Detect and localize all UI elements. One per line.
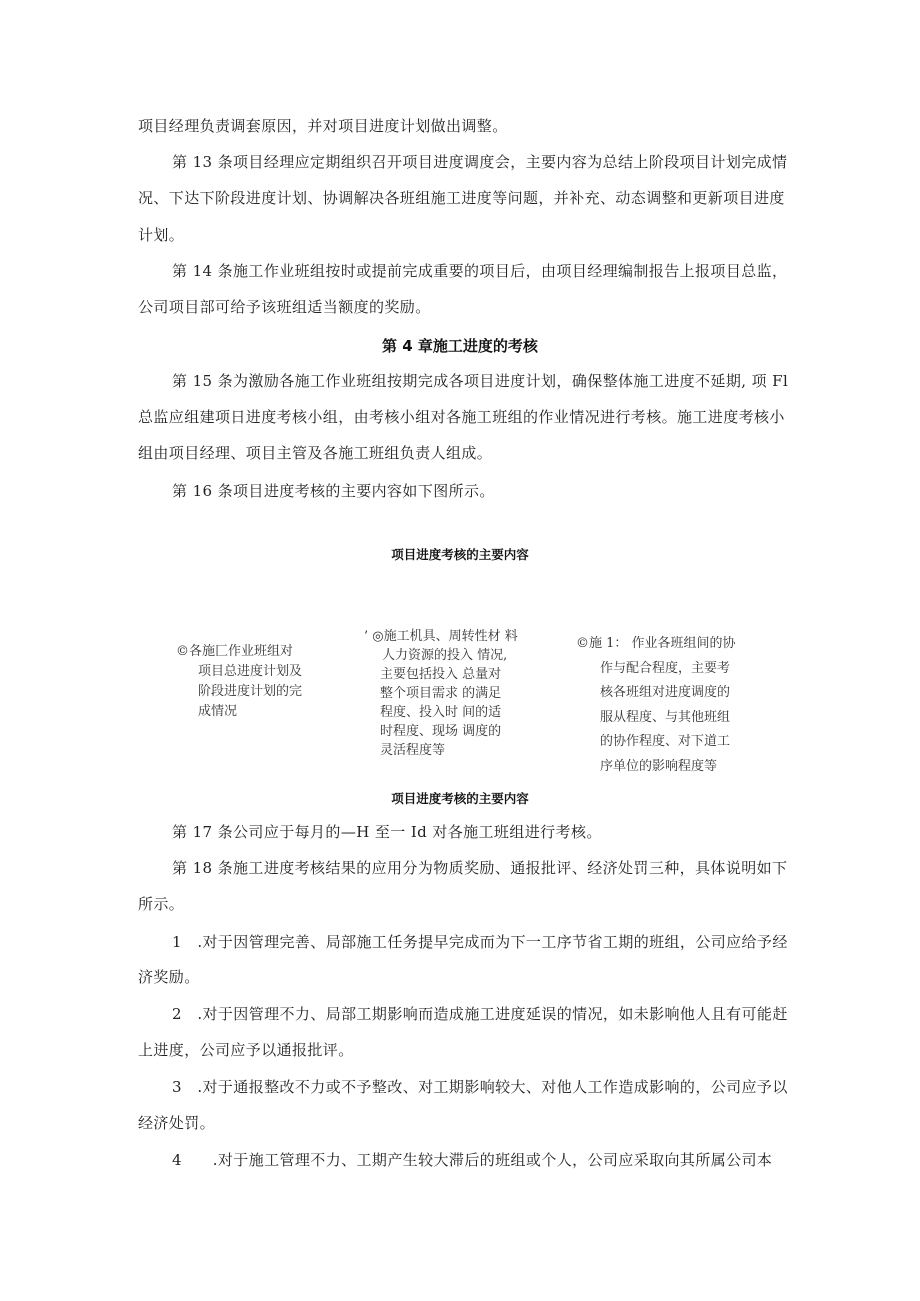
figure-box-line: 人力资源的投入 情况,	[382, 648, 508, 663]
figure-box-line: ’ ◎施工机具、周转性材 料	[364, 629, 518, 644]
paragraph-line: 第 18 条施工进度考核结果的应用分为物质奖励、通报批评、经济处罚三种，具体说明如下	[172, 859, 788, 877]
figure-box-1	[176, 642, 302, 722]
figure-box-line: ©施 1： 作业各班组间的协	[576, 636, 736, 651]
chapter-heading: 第 4 章施工进度的考核	[382, 337, 538, 355]
figure-box-2	[364, 627, 518, 760]
figure-box-line: ©各施匚作业班组对	[176, 644, 294, 659]
paragraph-line: 总监应组建项日进度考核小组，由考核小组对各施工班组的作业情况进行考核。施工进度考核小	[138, 408, 785, 426]
figure-box-line: 程度、投入时 间的适	[380, 705, 502, 720]
figure-caption: 项目进度考核的主要内容	[391, 791, 529, 806]
figure-title: 项目进度考核的主要内容	[391, 547, 529, 562]
figure-box-3	[576, 632, 736, 779]
figure-box-line: 作与配合程度，主要考	[600, 660, 731, 676]
figure-box-line: 整个项目需求 的满足	[380, 686, 502, 701]
paragraph-line: 2 .对于因管理不力、局部工期影响而造成施工进度延误的情况，如未影响他人且有可能赶	[172, 1005, 788, 1023]
figure-box-line: 主要包括投入 总量对	[380, 667, 502, 682]
figure-box-line: 时程度、现场 调度的	[380, 724, 502, 739]
paragraph-line: 第 14 条施工作业班组按时或提前完成重要的项目后，由项目经理编制报告上报项目总监，	[172, 262, 788, 280]
paragraph-line: 所示。	[138, 895, 185, 913]
paragraph-line: 况、下达下阶段进度计划、协调解决各班组施工进度等问题，并补充、动态调整和更新项目进度	[138, 189, 785, 207]
paragraph-line: 公司项目部可给予该班组适当额度的奖励。	[138, 298, 431, 316]
paragraph-line: 3 .对于通报整改不力或不予整改、对工期影响较大、对他人工作造成影响的，公司应予以	[172, 1078, 788, 1096]
figure-box-line: 服从程度、与其他班组	[600, 709, 731, 725]
paragraph-line: 计划。	[138, 226, 185, 244]
figure-box-line: 灵活程度等	[380, 743, 446, 758]
paragraph-line: 4 .对于施工管理不力、工期产生较大滞后的班组或个人，公司应采取向其所属公司本	[172, 1151, 773, 1169]
paragraph-line: 第 13 条项目经理应定期组织召开项目进度调度会，主要内容为总结上阶段项目计划完成情	[172, 153, 788, 171]
figure-box-line: 序单位的影响程度等	[600, 758, 718, 774]
figure-box-line: 的协作程度、对下道工	[600, 734, 731, 749]
paragraph-line: 济奖励。	[138, 968, 200, 986]
paragraph-line: 组由项目经理、项目主管及各施工班组负责人组成。	[138, 444, 493, 462]
paragraph-line: 第 16 条项目进度考核的主要内容如下图所示。	[172, 482, 495, 500]
figure-box-line: 核各班组对进度调度的	[600, 685, 731, 700]
figure-box-line: 项目总进度计划及	[198, 664, 303, 679]
paragraph-line: 上进度，公司应予以通报批评。	[138, 1041, 354, 1059]
figure-box-line: 阶段进度计划的完	[198, 684, 303, 699]
paragraph-line: 经济处罚。	[138, 1114, 216, 1132]
paragraph-line: 第 17 条公司应于每月的—H 至一 Id 对各施工班组进行考核。	[172, 823, 602, 841]
paragraph-line: 1 .对于因管理完善、局部施工任务提早完成而为下一工序节省工期的班组，公司应给予经	[172, 933, 788, 951]
figure-box-line: 成情况	[198, 704, 238, 719]
paragraph-line: 第 15 条为激励各施工作业班组按期完成各项目进度计划，确保整体施工进度不延期, 项 Fl	[172, 372, 789, 390]
paragraph-line: 项目经理负责调套原因，并对项目进度计划做出调整。	[138, 117, 508, 135]
